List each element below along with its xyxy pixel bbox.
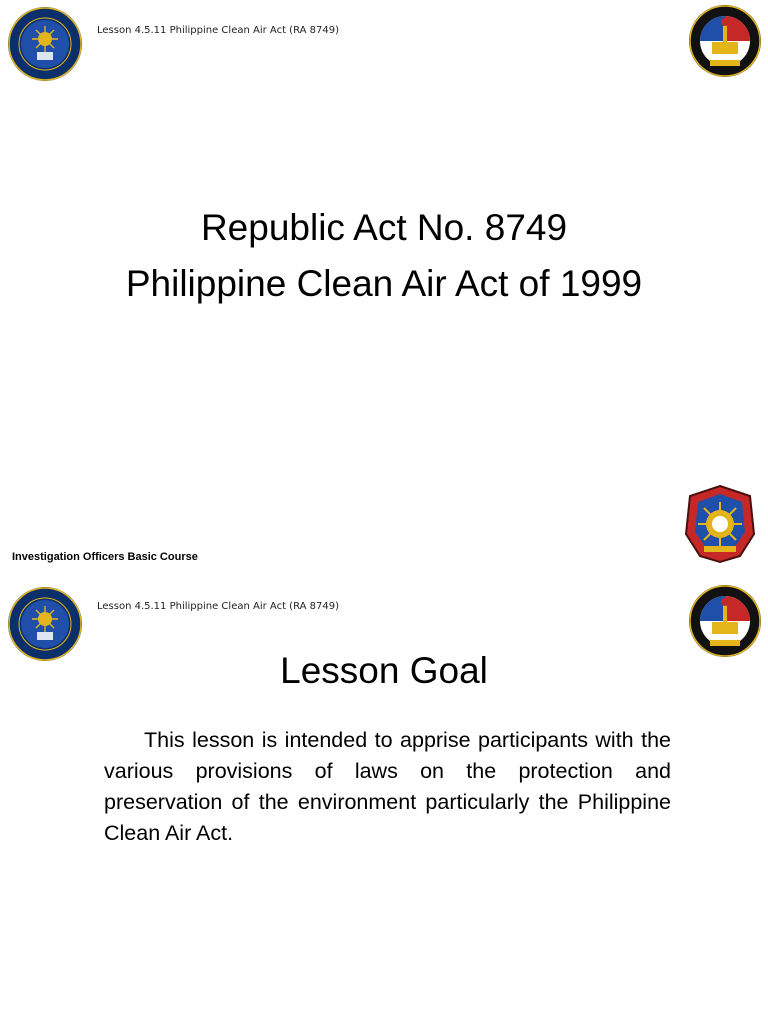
lesson-goal-title: Lesson Goal (280, 650, 488, 691)
lesson-header: Lesson 4.5.11 Philippine Clean Air Act (RA 8749) (97, 25, 339, 36)
title-line-2: Philippine Clean Air Act of 1999 (125, 263, 643, 304)
course-footer: Investigation Officers Basic Course (12, 551, 198, 563)
slide-lesson-goal (0, 582, 768, 1024)
lesson-goal-body: This lesson is intended to apprise participants with the various provisions of laws on the protection and preservation of the environment particularly the Philippine Clean Air Act. (104, 728, 671, 845)
pnp-badge-icon (684, 484, 756, 564)
pnp-school-seal-icon (688, 4, 762, 78)
didm-seal-icon (7, 6, 83, 82)
pnp-school-seal-icon (688, 584, 762, 658)
lesson-header: Lesson 4.5.11 Philippine Clean Air Act (RA 8749) (97, 601, 339, 612)
title-line-1: Republic Act No. 8749 (200, 207, 568, 248)
slide-main-title (0, 200, 768, 312)
